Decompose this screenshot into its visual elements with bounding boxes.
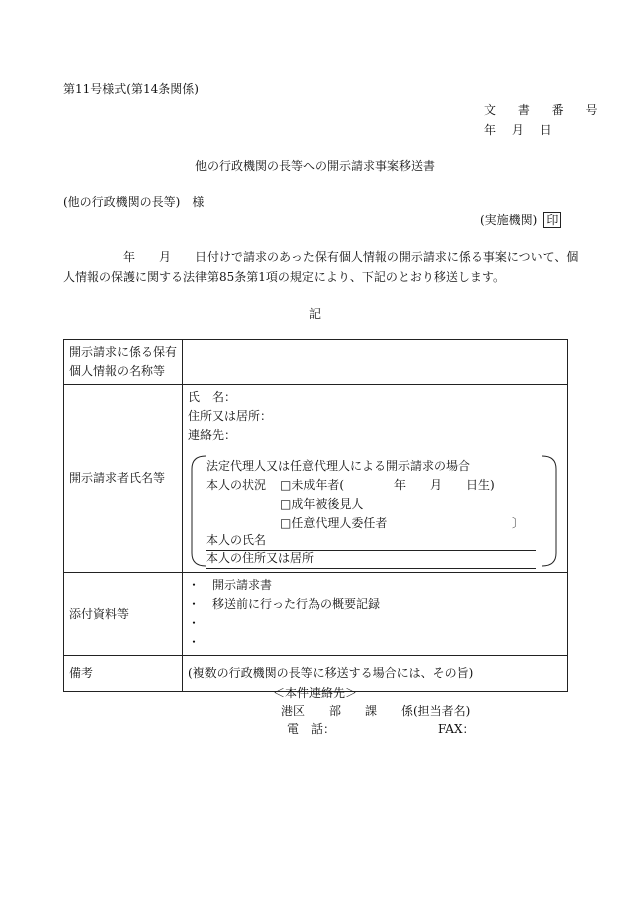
transfer-details-table [63, 339, 568, 692]
document-title: 他の行政機関の長等への開示請求事案移送書 [194, 159, 435, 173]
proxy-heading: 法定代理人又は任意代理人による開示請求の場合 [206, 459, 471, 473]
contact-fax: FAX： [438, 722, 475, 736]
table-row [64, 385, 568, 573]
requested-info-value [183, 340, 568, 385]
requested-info-label: 開示請求に係る保有個人情報の名称等 [64, 340, 183, 385]
body-line-2: 人情報の保護に関する法律第85条第1項の規定により、下記のとおり移送します。 [63, 270, 505, 284]
contact-department: 港区 部 課 係(担当者名) [281, 704, 471, 718]
adult-ward-checkbox: □成年被後見人 [280, 497, 364, 511]
attachment-item: ・ [188, 635, 201, 649]
sender-label: (実施機関) [480, 213, 538, 227]
document-number-label [484, 101, 606, 118]
requester-name: 氏 名： [188, 390, 237, 404]
remarks-value: (複数の行政機関の長等に移送する場合には、その旨) [183, 656, 568, 692]
minor-birthdate: 年 月 日生) [394, 478, 495, 492]
date-label: 年 月 日 [484, 123, 552, 137]
sender-agency [480, 211, 561, 228]
contact-heading: ＜本件連絡先＞ [272, 686, 357, 700]
requester-address: 住所又は居所： [188, 409, 273, 423]
agent-close-bracket: 〕 [512, 516, 525, 530]
attachments-label: 添付資料等 [64, 573, 183, 656]
contact-phone: 電 話： [287, 722, 336, 736]
agent-checkbox: □任意代理人委任者 [280, 516, 388, 530]
person-address-line [206, 549, 536, 569]
proxy-bracket-section [188, 455, 562, 567]
attachment-item: ・ [188, 616, 201, 630]
table-row [64, 340, 568, 385]
doc-number-text: 文 書 番 号 [484, 103, 607, 117]
person-name-label: 本人の氏名 [206, 533, 267, 547]
addressee: (他の行政機関の長等) 様 [63, 195, 205, 209]
attachment-item: ・ 開示請求書 [188, 578, 273, 592]
seal-mark: 印 [543, 212, 561, 228]
requester-details [183, 385, 568, 573]
person-address-label: 本人の住所又は居所 [206, 551, 315, 565]
requester-label: 開示請求者氏名等 [64, 385, 183, 573]
requester-contact: 連絡先： [188, 428, 237, 442]
person-name-line [206, 531, 536, 551]
body-line-1: 年 月 日付けで請求のあった保有個人情報の開示請求に係る事案について、個 [63, 250, 579, 264]
table-row [64, 573, 568, 656]
ki-heading: 記 [308, 307, 321, 321]
form-number: 第11号様式(第14条関係) [63, 82, 199, 96]
attachments-list [183, 573, 568, 656]
person-status-label: 本人の状況 [206, 478, 267, 492]
attachment-item: ・ 移送前に行った行為の概要記録 [188, 597, 381, 611]
minor-checkbox: □未成年者( [280, 478, 345, 492]
remarks-label: 備考 [64, 656, 183, 692]
